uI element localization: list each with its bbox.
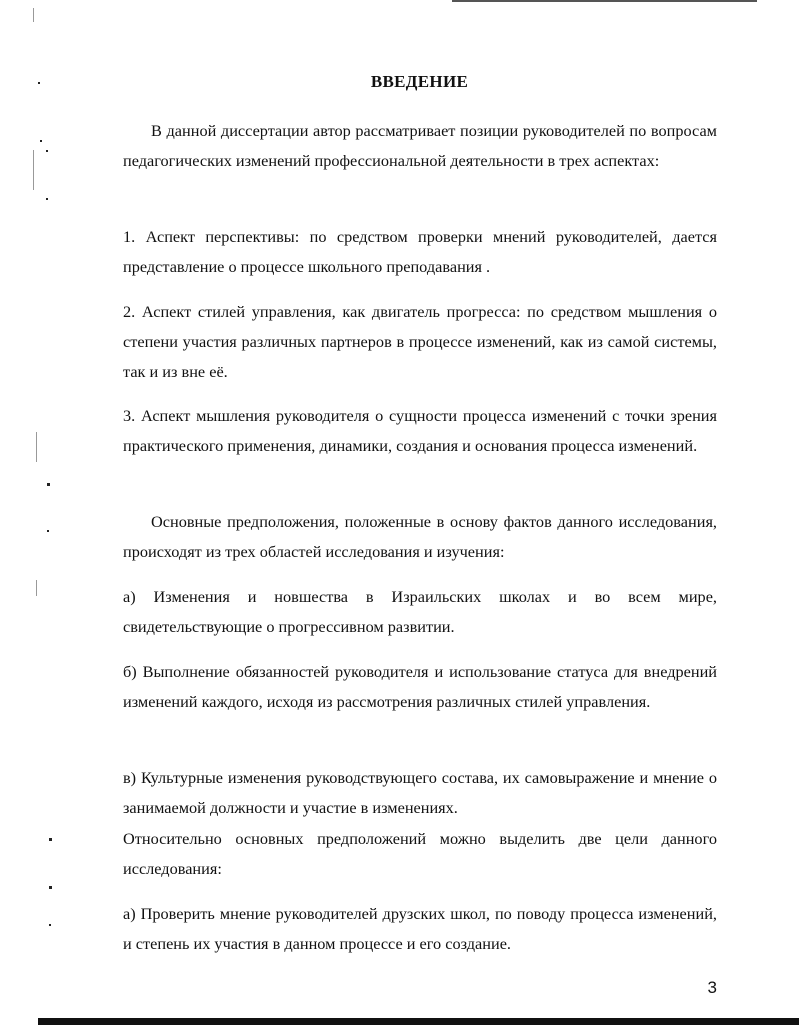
scan-artifact — [40, 140, 42, 142]
scan-artifact — [46, 150, 48, 152]
scan-edge-top — [452, 0, 757, 2]
scan-artifact — [49, 838, 52, 841]
page-number: 3 — [707, 978, 717, 997]
aspect-3-paragraph: 3. Аспект мышления руководителя о сущности процесса изменений с точки зрения практического применения, динамики, создания и основания процесса изменений. — [123, 406, 717, 455]
scan-artifact — [47, 483, 50, 486]
page-title: ВВЕДЕНИЕ — [370, 72, 469, 91]
scan-artifact — [46, 198, 48, 200]
scan-artifact — [47, 530, 49, 532]
scan-artifact — [49, 886, 52, 889]
goals-paragraph: Относительно основных предположений можно выделить две цели данного исследования: — [123, 829, 717, 878]
scan-edge-bottom — [38, 1018, 799, 1025]
scan-artifact — [49, 924, 51, 926]
scan-artifact — [36, 580, 37, 596]
aspect-1-paragraph: 1. Аспект перспективы: по средством проверки мнений руководителей, дается представление о процессе школьного преподавания . — [123, 227, 717, 276]
aspect-2-paragraph: 2. Аспект стилей управления, как двигатель прогресса: по средством мышления о степени участия различных партнеров в процессе изменений, как из самой системы, так и из вне её. — [123, 302, 717, 381]
scan-artifact — [33, 8, 34, 22]
goal-a-paragraph: а) Проверить мнение руководителей друзских школ, по поводу процесса изменений, и степень их участия в данном процессе и его создание. — [123, 904, 717, 953]
scan-artifact — [36, 432, 37, 462]
intro-paragraph: В данной диссертации автор рассматривает позиции руководителей по вопросам педагогических изменений профессиональной деятельности в трех аспектах: — [123, 121, 717, 170]
assumptions-paragraph: Основные предположения, положенные в основу фактов данного исследования, происходят из трех областей исследования и изучения: — [123, 512, 717, 561]
item-a-paragraph: а) Изменения и новшества в Израильских школах и во всем мире, свидетельствующие о прогрессивном развитии. — [123, 587, 717, 636]
item-v-paragraph: в) Культурные изменения руководствующего состава, их самовыражение и мнение о занимаемой должности и участие в изменениях. — [123, 768, 717, 817]
scan-artifact — [33, 150, 34, 190]
item-b-paragraph: б) Выполнение обязанностей руководителя и использование статуса для внедрений изменений каждого, исходя из рассмотрения различных стилей управления. — [123, 662, 717, 711]
